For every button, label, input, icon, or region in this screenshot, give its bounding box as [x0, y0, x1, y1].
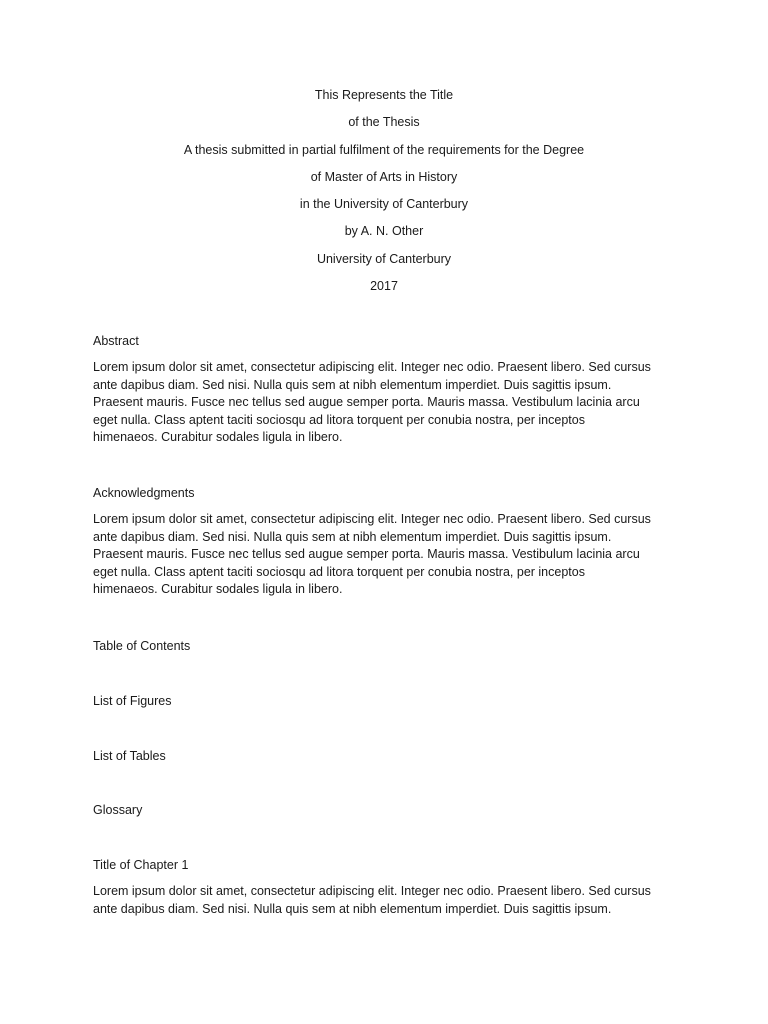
thesis-title-line-2: of the Thesis — [348, 115, 420, 130]
toc-heading: Table of Contents — [93, 639, 191, 653]
acknowledgments-section — [93, 484, 683, 599]
abstract-section — [93, 332, 683, 447]
figures-heading: List of Figures — [93, 694, 172, 708]
acknowledgments-line: ante dapibus diam. Sed nisi. Nulla quis sem at nibh elementum imperdiet. Duis sagittis ipsum. — [93, 529, 612, 544]
thesis-title-line-1: This Represents the Title — [314, 88, 454, 102]
abstract-line: himenaeos. Curabitur sodales ligula in libero. — [93, 430, 343, 445]
glossary-section — [93, 801, 683, 820]
abstract-line: Lorem ipsum dolor sit amet, consectetur adipiscing elit. Integer nec odio. Praesent libero. Sed cursus — [93, 360, 651, 374]
thesis-institution-statement: in the University of Canterbury — [299, 197, 469, 212]
thesis-year: 2017 — [370, 279, 398, 294]
thesis-university: University of Canterbury — [316, 251, 452, 266]
figures-section — [93, 692, 683, 711]
thesis-author: by A. N. Other — [344, 224, 424, 239]
glossary-heading: Glossary — [93, 803, 143, 817]
acknowledgments-paragraph — [93, 511, 683, 599]
abstract-line: eget nulla. Class aptent taciti sociosqu ad litora torquent per conubia nostra, per inceptos — [93, 412, 585, 427]
chapter-1-line: Lorem ipsum dolor sit amet, consectetur adipiscing elit. Integer nec odio. Praesent libero. Sed cursus — [93, 884, 651, 898]
thesis-degree-statement: A thesis submitted in partial fulfilment of the requirements for the Degree — [183, 142, 585, 157]
thesis-degree-name: of Master of Arts in History — [310, 169, 458, 184]
tables-section — [93, 747, 683, 766]
acknowledgments-line: himenaeos. Curabitur sodales ligula in libero. — [93, 582, 343, 597]
acknowledgments-line: eget nulla. Class aptent taciti sociosqu ad litora torquent per conubia nostra, per inceptos — [93, 564, 585, 579]
abstract-line: Praesent mauris. Fusce nec tellus sed augue semper porta. Mauris massa. Vestibulum lacinia arcu — [93, 395, 640, 410]
chapter-1-line: ante dapibus diam. Sed nisi. Nulla quis sem at nibh elementum imperdiet. Duis sagittis ipsum. — [93, 901, 612, 916]
abstract-line: ante dapibus diam. Sed nisi. Nulla quis sem at nibh elementum imperdiet. Duis sagittis ipsum. — [93, 377, 612, 392]
title-page-block — [93, 86, 675, 304]
abstract-paragraph — [93, 359, 683, 447]
tables-heading: List of Tables — [93, 749, 166, 763]
acknowledgments-heading: Acknowledgments — [93, 486, 195, 500]
chapter-1-heading: Title of Chapter 1 — [93, 858, 189, 872]
chapter-1-section — [93, 856, 683, 918]
toc-section — [93, 637, 683, 656]
acknowledgments-line: Lorem ipsum dolor sit amet, consectetur adipiscing elit. Integer nec odio. Praesent libero. Sed cursus — [93, 512, 651, 526]
acknowledgments-line: Praesent mauris. Fusce nec tellus sed augue semper porta. Mauris massa. Vestibulum lacinia arcu — [93, 547, 640, 562]
chapter-1-paragraph — [93, 883, 683, 918]
abstract-heading: Abstract — [93, 334, 139, 348]
